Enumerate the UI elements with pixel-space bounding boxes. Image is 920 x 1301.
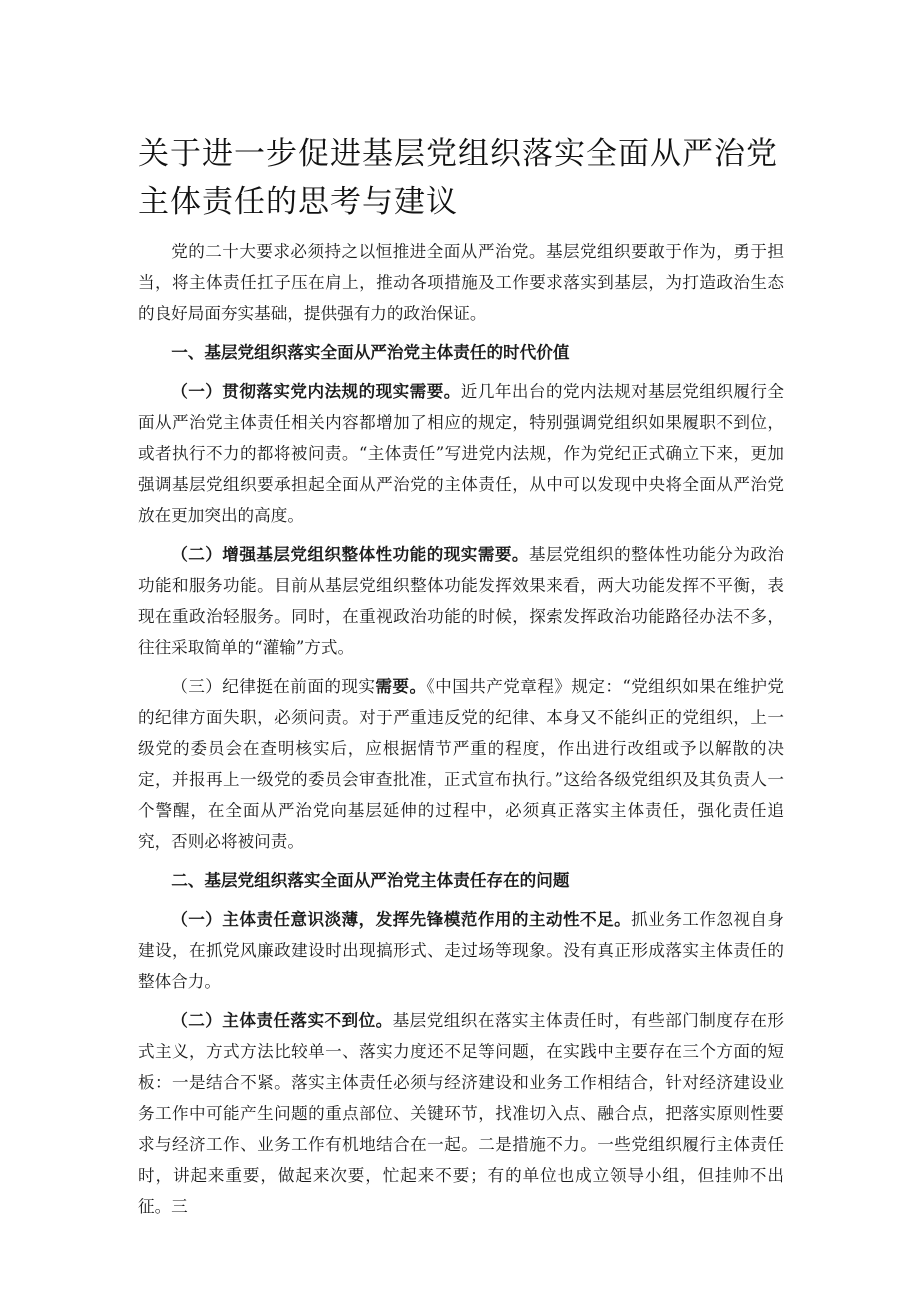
paragraph-lead: （二）主体责任落实不到位。 — [171, 1010, 393, 1030]
section-1-paragraph-3 — [138, 671, 784, 857]
document-title: 关于进一步促进基层党组织落实全面从严治党主体责任的思考与建议 — [138, 136, 778, 220]
paragraph-lead: （一）贯彻落实党内法规的现实需要。 — [171, 381, 461, 401]
paragraph-text: 抓业务工作忽视自身建设，在抓党风廉政建设时出现搞形式、走过场等现象。没有真正形成落实主体责任的整体合力。 — [138, 910, 785, 991]
paragraph-text: 《中国共产党章程》规定：“党组织如果在维护党的纪律方面失职，必须问责。对于严重违反党的纪律、本身又不能纠正的党组织，上一级党的委员会在查明核实后，应根据情节严重的程度，作出进行改组或予以解散的决定，并报再上一级党的委员会审查批准，正式宣布执行。”这给各级党组织及其负责人一个警醒，在全面从严治党向基层延伸的过程中，必须真正落实主体责任，强化责任追究，否则必将被问责。 — [138, 677, 785, 851]
paragraph-lead: （二）增强基层党组织整体性功能的现实需要。 — [171, 544, 529, 564]
section-1-paragraph-2 — [138, 539, 784, 663]
paragraph-text: 近几年出台的党内法规对基层党组织履行全面从严治党主体责任相关内容都增加了相应的规定，特别强调党组织如果履职不到位，或者执行不力的都将被问责。“主体责任”写进党内法规，作为党纪正式确立下来，更加强调基层党组织要承担起全面从严治党的主体责任，从中可以发现中央将全面从严治党放在更加突出的高度。 — [138, 382, 785, 525]
section-2-paragraph-2 — [138, 1005, 784, 1222]
section-2-paragraph-1 — [138, 904, 784, 997]
paragraph-text: 基层党组织在落实主体责任时，有些部门制度存在形式主义，方式方法比较单一、落实力度还不足等问题，在实践中主要存在三个方面的短板：一是结合不紧。落实主体责任必须与经济建设和业务工作相结合，针对经济建设业务工作中可能产生问题的重点部位、关键环节，找准切入点、融合点，把落实原则性要求与经济工作、业务工作有机地结合在一起。二是措施不力。一些党组织履行主体责任时，讲起来重要，做起来次要，忙起来不要；有的单位也成立领导小组，但挂帅不出征。三 — [138, 1011, 784, 1216]
paragraph-lead: 需要。 — [375, 676, 427, 696]
paragraph-lead: （一）主体责任意识淡薄，发挥先锋模范作用的主动性不足。 — [171, 909, 632, 929]
paragraph-prefix: （三）纪律挺在前面的现实 — [171, 677, 376, 696]
intro-paragraph: 党的二十大要求必须持之以恒推进全面从严治党。基层党组织要敢于作为，勇于担当，将主体责任扛子压在肩上，推动各项措施及工作要求落实到基层，为打造政治生态的良好局面夯实基础，提供强有力的政治保证。 — [138, 242, 784, 323]
document-page — [138, 130, 784, 1230]
section-1-heading: 一、基层党组织落实全面从严治党主体责任的时代价值 — [171, 342, 570, 362]
section-2-heading: 二、基层党组织落实全面从严治党主体责任存在的问题 — [171, 870, 570, 890]
section-1-paragraph-1 — [138, 376, 784, 531]
paragraph-text: 基层党组织的整体性功能分为政治功能和服务功能。目前从基层党组织整体功能发挥效果来看，两大功能发挥不平衡，表现在重政治轻服务。同时，在重视政治功能的时候，探索发挥政治功能路径办法不多，往往采取简单的“灌输”方式。 — [138, 545, 785, 657]
